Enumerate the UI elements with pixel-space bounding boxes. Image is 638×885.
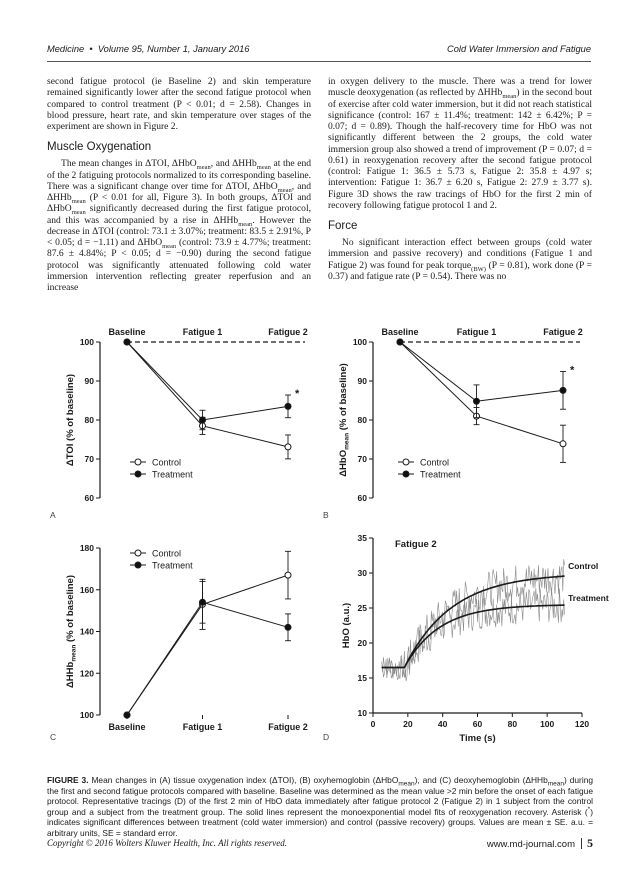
control-point <box>285 572 291 578</box>
x-tick-label: 60 <box>472 719 483 729</box>
legend-treatment-label: Treatment <box>420 469 461 480</box>
volume-info: Volume 95, Number 1, January 2016 <box>97 44 250 54</box>
y-label-subscript: mean <box>70 644 78 662</box>
y-axis-label: ΔTOI (% of baseline) <box>65 373 76 467</box>
treatment-point <box>124 339 130 345</box>
treatment-point <box>200 599 206 605</box>
y-axis-label <box>65 575 78 688</box>
stage-label: Fatigue 1 <box>182 327 223 337</box>
figure-caption <box>47 775 593 839</box>
y-tick-label: 90 <box>357 376 367 386</box>
page-footer <box>47 838 593 852</box>
treatment-point <box>285 403 291 409</box>
control-series-line <box>127 575 288 715</box>
y-tick-label: 15 <box>357 673 367 683</box>
treatment-point <box>200 417 206 423</box>
right-paragraph-1: in oxygen delivery to the muscle. There was a trend for lower muscle deoxygenation (as reflected by ΔHHb$_{mean}$) in the second bout of exercise after cold water immersion, but it did not reach statistical significance (control: 167 ± 11.4%; treatment: 142 ± 6.42%; P = 0.07; d = 0.89). Though the half-recovery time for HbO was not significantly different between the 2 groups, the cold water immersion group also showed a trend of improvement (P = 0.07; d = 0.61) in reoxygenation recovery after the second fatigue protocol (control: Fatigue 1: 36.5 ± 5.73 s, Fatigue 2: 35.8 ± 4.97 s; intervention: Fatigue 1: 36.7 ± 6.20 s, Fatigue 2: 27.9 ± 3.77 s). Figure 3D shows the raw tracings of HbO for the first 2 min of recovery following fatigue protocol 1 and 2. <box>328 76 592 211</box>
legend-treatment-marker <box>135 562 141 568</box>
control-trace-label: Control <box>568 560 599 571</box>
stage-label: Fatigue 1 <box>182 722 223 732</box>
stage-label: Baseline <box>108 722 146 732</box>
y-axis-label: HbO (a.u.) <box>341 602 352 649</box>
stage-label: Fatigue 1 <box>456 327 497 337</box>
copyright-notice: Copyright © 2016 Wolters Kluwer Health, Inc. All rights reserved. <box>47 838 287 848</box>
y-label-rest: (% of baseline) <box>65 574 76 645</box>
y-tick-label: 60 <box>84 493 94 503</box>
legend-treatment-marker <box>135 471 141 477</box>
journal-name: Medicine <box>47 44 85 54</box>
stage-label: Fatigue 2 <box>268 722 308 732</box>
y-tick-label: 30 <box>357 568 367 578</box>
y-tick-label: 10 <box>357 708 367 718</box>
legend-treatment-label: Treatment <box>152 469 193 480</box>
legend-control-marker <box>403 459 409 465</box>
control-series-line <box>127 342 288 447</box>
stage-label: Baseline <box>381 327 419 337</box>
panel-title: Fatigue 2 <box>395 539 437 550</box>
significance-asterisk: * <box>295 388 300 401</box>
stage-label: Fatigue 2 <box>543 327 583 337</box>
y-label-rest: (% of baseline) <box>338 363 349 433</box>
treatment-point <box>285 624 291 630</box>
y-tick-label: 100 <box>79 710 94 720</box>
y-tick-label: 20 <box>357 638 367 648</box>
y-tick-label: 80 <box>357 415 367 425</box>
control-point <box>560 441 566 447</box>
x-tick-label: 20 <box>403 719 413 729</box>
figure-3 <box>50 320 616 770</box>
treatment-point <box>560 387 566 393</box>
section-heading-muscle-oxygenation: Muscle Oxygenation <box>47 141 152 154</box>
panel-d <box>323 533 609 744</box>
y-axis-label <box>338 363 351 477</box>
legend-control-marker <box>135 459 141 465</box>
y-tick-label: 25 <box>357 603 367 613</box>
y-tick-label: 70 <box>84 454 94 464</box>
x-tick-label: 80 <box>507 719 518 729</box>
control-point <box>285 444 291 450</box>
stage-label: Fatigue 2 <box>268 327 308 337</box>
journal-info: Medicine • Volume 95, Number 1, January 2016 <box>47 44 250 54</box>
panel-letter: C <box>50 732 57 742</box>
panel-c <box>50 543 308 742</box>
caption-text: Mean changes in (A) tissue oxygenation index (ΔTOI), (B) oxyhemoglobin (ΔHbO$_{mean}$), and (C) deoxyhemoglobin (ΔHHb$_{mean}$) during the first and second fatigue protocols compared with baseline. Baseline was determined as the mean value >2 min before the onset of each fatigue protocol. Representative tracings (D) of the first 2 min of HbO data immediately after fatigue protocol 2 (Fatigue 2) in 1 subject from the control group and a subject from the treatment group. The solid lines represent the monoexponential model fits of reoxygenation recovery. Asterisk (*) indicates significant differences between treatment (cold water immersion) and control (passive recovery) groups. Values are mean ± SE. a.u. = arbitrary units, SE = standard error. <box>47 775 594 838</box>
y-tick-label: 70 <box>357 454 367 464</box>
y-label-subscript: mean <box>343 432 351 450</box>
page-number: 5 <box>587 836 593 850</box>
panel-a <box>50 327 308 520</box>
panel-letter: D <box>323 732 330 742</box>
header-rule <box>47 61 591 62</box>
left-column <box>47 76 311 293</box>
y-tick-label: 100 <box>79 337 94 347</box>
x-axis-label: Time (s) <box>459 733 496 744</box>
treatment-trace-label: Treatment <box>568 593 609 603</box>
y-tick-label: 180 <box>79 543 94 553</box>
y-tick-label: 140 <box>79 626 94 637</box>
y-tick-label: 60 <box>357 493 367 503</box>
legend-treatment-marker <box>403 471 409 477</box>
panel-letter: A <box>50 510 56 520</box>
treatment-series-line <box>400 342 563 401</box>
x-tick-label: 100 <box>540 719 555 729</box>
x-tick-label: 120 <box>574 719 590 729</box>
y-tick-label: 120 <box>79 668 94 679</box>
y-tick-label: 100 <box>352 337 367 347</box>
panel-b <box>323 327 583 520</box>
running-header <box>47 44 591 58</box>
journal-url[interactable]: www.md-journal.com <box>486 839 575 850</box>
legend-control-label: Control <box>420 457 450 468</box>
y-tick-label: 80 <box>84 415 94 425</box>
legend-control-label: Control <box>152 457 182 468</box>
treatment-point <box>397 339 403 345</box>
legend-control-label: Control <box>152 548 182 559</box>
footer-right <box>487 836 593 851</box>
significance-asterisk: * <box>570 364 575 377</box>
treatment-series-line <box>127 602 288 715</box>
left-paragraph-1: second fatigue protocol (ie Baseline 2) and skin temperature remained significantly lower after the second fatigue protocol when compared to control treatment (P < 0.01; d = 2.58). Changes in blood pressure, heart rate, and skin temperature over stages of the experiment are shown in Figure 2. <box>47 76 311 132</box>
legend-control-marker <box>135 550 141 556</box>
stage-label: Baseline <box>108 327 146 337</box>
y-tick-label: 90 <box>84 376 94 386</box>
y-label-main: ΔHbO <box>338 449 349 477</box>
treatment-point <box>474 398 480 404</box>
panel-letter: B <box>323 510 329 520</box>
left-paragraph-2: The mean changes in ΔTOI, ΔHbO$_{mean}$, and ΔHHb$_{mean}$ at the end of the 2 fatiguing protocols normalized to its corresponding baseline. There was a significant change over time for ΔTOI, ΔHbO$_{mean}$, and ΔHHb$_{mean}$ (P < 0.01 for all, Figure 3). In both groups, ΔTOI and ΔHbO$_{mean}$ significantly decreased during the first fatigue protocol, and this was accompanied by a rise in ΔHHb$_{mean}$. However the decrease in ΔTOI (control: 73.1 ± 3.07%; treatment: 83.5 ± 2.91%, P < 0.05; d = −1.11) and ΔHbO$_{mean}$ (control: 73.9 ± 4.77%; treatment: 87.6 ± 4.84%; P < 0.05; d = −0.90) during the second fatigue protocol was significantly attenuated following cold water immersion intervention reflecting greater reperfusion and an increase <box>47 158 312 293</box>
x-tick-label: 40 <box>437 719 448 729</box>
x-tick-label: 0 <box>370 719 376 729</box>
right-paragraph-2: No significant interaction effect between groups (cold water immersion and passive recovery) and conditions (Fatigue 1 and Fatigue 2) was found for peak torque$_{(BW)}$ (P = 0.81), work done (P = 0.37) and fatigue rate (P = 0.54). There was no <box>328 237 592 282</box>
right-column <box>328 76 592 282</box>
section-heading-force: Force <box>328 220 358 232</box>
y-label-main: ΔHHb <box>65 661 76 689</box>
treatment-series-line <box>127 342 288 420</box>
control-series-line <box>400 342 563 444</box>
y-tick-label: 160 <box>79 584 94 595</box>
legend-treatment-label: Treatment <box>152 560 193 571</box>
treatment-point <box>124 712 130 718</box>
y-tick-label: 35 <box>357 533 367 543</box>
running-title: Cold Water Immersion and Fatigue <box>447 44 591 54</box>
caption-label: FIGURE 3. <box>47 775 89 785</box>
footer-divider <box>581 838 582 849</box>
figure-3-panels <box>50 320 616 770</box>
